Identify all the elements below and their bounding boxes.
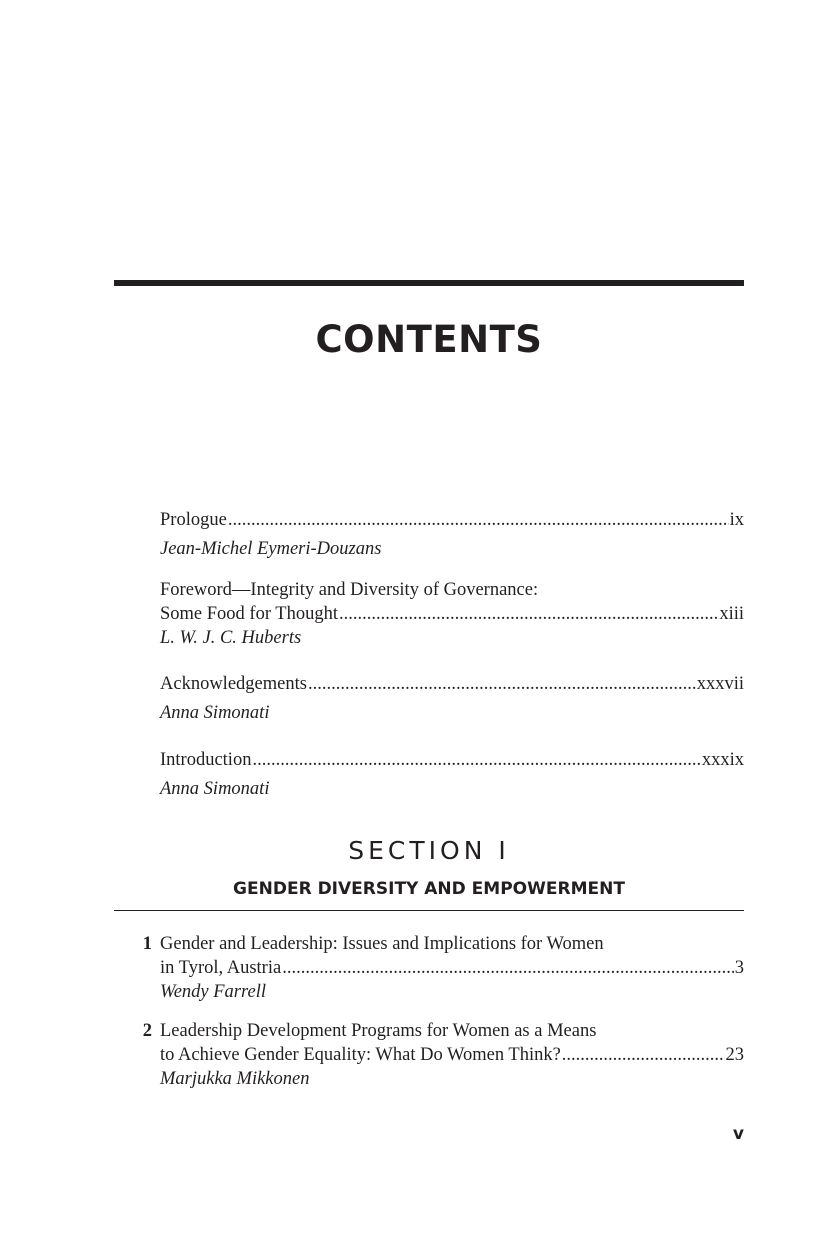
toc-entry-title: Leadership Development Programs for Women as a Means xyxy=(160,1021,597,1041)
dot-leader xyxy=(282,956,734,980)
toc-chapter-1[interactable] xyxy=(142,932,744,1004)
toc-chapter-2[interactable] xyxy=(142,1019,744,1091)
top-rule xyxy=(114,280,744,286)
toc-entry-line xyxy=(160,932,744,956)
toc-entry-author: L. W. J. C. Huberts xyxy=(160,628,302,648)
toc-entry-title: Foreword—Integrity and Diversity of Governance: xyxy=(160,580,539,600)
dot-leader xyxy=(562,1043,725,1067)
toc-entry-title: in Tyrol, Austria xyxy=(160,958,282,978)
chapter-number: 1 xyxy=(142,934,152,954)
toc-entry-title: Gender and Leadership: Issues and Implications for Women xyxy=(160,934,604,954)
chapter-number: 2 xyxy=(142,1021,152,1041)
toc-entry-title: Some Food for Thought xyxy=(160,604,338,624)
toc-entry-author: Wendy Farrell xyxy=(160,982,267,1002)
dot-leader xyxy=(339,602,718,626)
page-number: v xyxy=(732,1124,744,1144)
toc-entry-page: 3 xyxy=(734,958,744,978)
toc-entry-page: ix xyxy=(729,510,744,530)
dot-leader xyxy=(228,508,729,532)
toc-entry-author: Anna Simonati xyxy=(160,703,270,723)
toc-entry-author: Anna Simonati xyxy=(160,779,270,799)
toc-entry-line xyxy=(160,602,744,626)
toc-entry-line xyxy=(160,578,744,602)
toc-entry-line xyxy=(160,508,744,532)
toc-entry-title: Introduction xyxy=(160,750,252,770)
toc-entry-title: Prologue xyxy=(160,510,227,530)
page-title: CONTENTS xyxy=(315,318,543,361)
toc-entry-page: xxxix xyxy=(701,750,744,770)
section-subtitle: GENDER DIVERSITY AND EMPOWERMENT xyxy=(233,879,625,899)
toc-entry-line xyxy=(160,1043,744,1067)
toc-entry-acknowledgements[interactable] xyxy=(160,672,744,725)
section-rule xyxy=(114,910,744,911)
toc-entry-author: Marjukka Mikkonen xyxy=(160,1069,310,1089)
toc-entry-introduction[interactable] xyxy=(160,748,744,801)
toc-entry-prologue[interactable] xyxy=(160,508,744,561)
section-heading: SECTION I xyxy=(348,836,510,865)
toc-entry-page: 23 xyxy=(725,1045,744,1065)
toc-entry-title: Acknowledgements xyxy=(160,674,307,694)
toc-entry-title: to Achieve Gender Equality: What Do Women Think? xyxy=(160,1045,561,1065)
toc-entry-line xyxy=(160,672,744,696)
toc-entry-page: xxxvii xyxy=(696,674,744,694)
toc-entry-page: xiii xyxy=(719,604,744,624)
toc-entry-foreword[interactable] xyxy=(160,578,744,650)
dot-leader xyxy=(252,748,700,772)
toc-entry-author: Jean-Michel Eymeri-Douzans xyxy=(160,539,382,559)
toc-entry-line xyxy=(160,1019,744,1043)
toc-entry-line xyxy=(160,748,744,772)
toc-entry-line xyxy=(160,956,744,980)
dot-leader xyxy=(308,672,696,696)
